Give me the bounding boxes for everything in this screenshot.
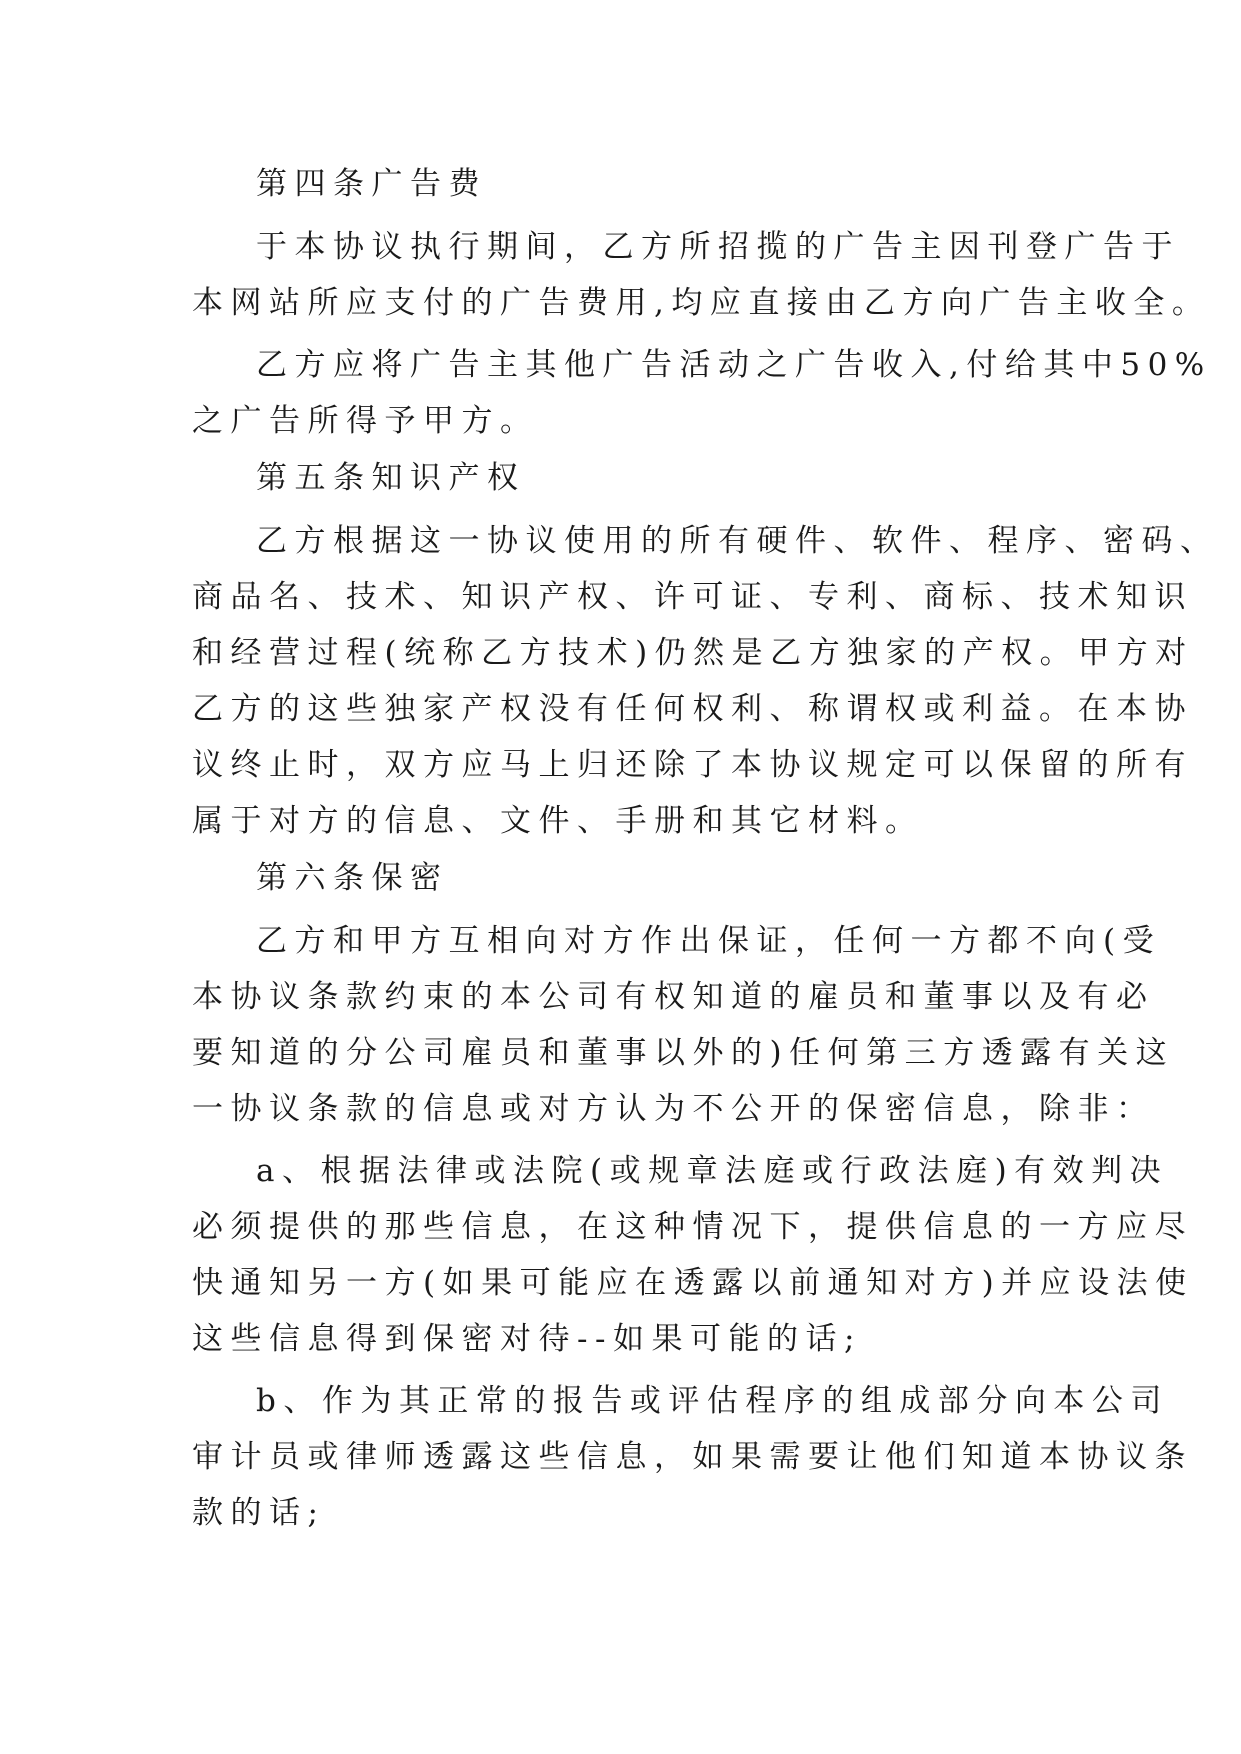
paragraph-line: 乙方和甲方互相向对方作出保证，任何一方都不向(受 bbox=[256, 923, 1162, 959]
paragraph-line: 属于对方的信息、文件、手册和其它材料。 bbox=[192, 803, 924, 839]
section-heading-4: 第四条广告费 bbox=[256, 166, 487, 202]
paragraph-line: 快通知另一方(如果可能应在透露以前通知对方)并应设法使 bbox=[192, 1265, 1194, 1301]
paragraph-line: 款的话; bbox=[192, 1495, 326, 1531]
section-heading-5: 第五条知识产权 bbox=[256, 460, 526, 496]
paragraph-line: 商品名、技术、知识产权、许可证、专利、商标、技术知识 bbox=[192, 579, 1193, 615]
paragraph-line: 乙方根据这一协议使用的所有硬件、软件、程序、密码、 bbox=[256, 523, 1219, 559]
paragraph-line: 审计员或律师透露这些信息，如果需要让他们知道本协议条 bbox=[192, 1439, 1193, 1475]
paragraph-line: 乙方应将广告主其他广告活动之广告收入,付给其中50% bbox=[256, 347, 1212, 383]
paragraph-line: 之广告所得予甲方。 bbox=[192, 403, 539, 439]
paragraph-line: 必须提供的那些信息，在这种情况下，提供信息的一方应尽 bbox=[192, 1209, 1193, 1245]
section-heading-6: 第六条保密 bbox=[256, 860, 449, 896]
paragraph-line: 本协议条款约束的本公司有权知道的雇员和董事以及有必 bbox=[192, 979, 1155, 1015]
paragraph-line: 这些信息得到保密对待--如果可能的话; bbox=[192, 1321, 862, 1357]
paragraph-line: a、根据法律或法院(或规章法庭或行政法庭)有效判决 bbox=[256, 1153, 1169, 1189]
document-body bbox=[192, 155, 1219, 1541]
paragraph-line: 本网站所应支付的广告费用,均应直接由乙方向广告主收全。 bbox=[192, 285, 1211, 321]
paragraph-line: 于本协议执行期间，乙方所招揽的广告主因刊登广告于 bbox=[256, 229, 1180, 265]
paragraph-line: b、作为其正常的报告或评估程序的组成部分向本公司 bbox=[256, 1383, 1169, 1419]
paragraph-line: 和经营过程(统称乙方技术)仍然是乙方独家的产权。甲方对 bbox=[192, 635, 1194, 671]
paragraph-line: 议终止时，双方应马上归还除了本协议规定可以保留的所有 bbox=[192, 747, 1193, 783]
paragraph-line: 要知道的分公司雇员和董事以外的)任何第三方透露有关这 bbox=[192, 1035, 1175, 1071]
paragraph-line: 乙方的这些独家产权没有任何权利、称谓权或利益。在本协 bbox=[192, 691, 1193, 727]
paragraph-line: 一协议条款的信息或对方认为不公开的保密信息，除非： bbox=[192, 1091, 1155, 1127]
